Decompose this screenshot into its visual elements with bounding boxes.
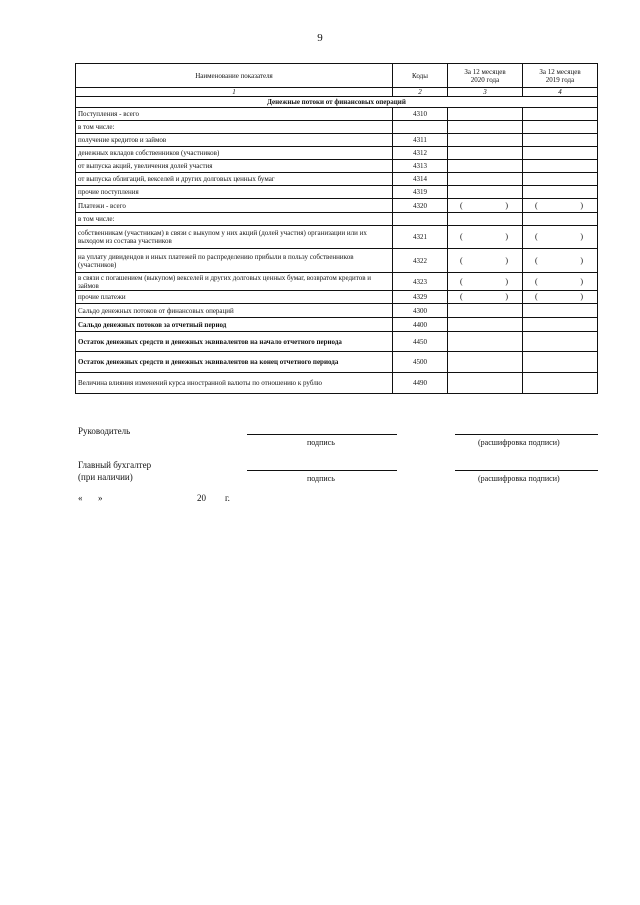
value-2020 bbox=[448, 147, 523, 160]
table-row bbox=[76, 160, 598, 173]
table-row bbox=[76, 199, 598, 213]
table-row bbox=[76, 373, 598, 394]
table-row bbox=[76, 226, 598, 249]
row-code: 4400 bbox=[393, 318, 448, 332]
row-code: 4323 bbox=[393, 273, 448, 291]
table-row bbox=[76, 147, 598, 160]
value-2020 bbox=[448, 373, 523, 394]
row-label: Остаток денежных средств и денежных эквивалентов на начало отчетного периода bbox=[76, 332, 393, 352]
header-period-2019: За 12 месяцев 2019 года bbox=[523, 64, 598, 88]
value-2020 bbox=[448, 352, 523, 373]
value-2020 bbox=[448, 186, 523, 199]
row-label: от выпуска акций, увеличения долей участия bbox=[76, 160, 393, 173]
row-label: прочие поступления bbox=[76, 186, 393, 199]
row-label: Платежи - всего bbox=[76, 199, 393, 213]
head-sign-caption: подпись bbox=[307, 438, 335, 447]
value-2019 bbox=[523, 108, 598, 121]
header-period-2020: За 12 месяцев 2020 года bbox=[448, 64, 523, 88]
row-code: 4312 bbox=[393, 147, 448, 160]
value-2019: ( ) bbox=[523, 226, 598, 249]
value-2019 bbox=[523, 332, 598, 352]
value-2019: ( ) bbox=[523, 291, 598, 304]
date-year: 20 bbox=[197, 493, 206, 503]
value-2019 bbox=[523, 213, 598, 226]
date-suffix: г. bbox=[225, 493, 230, 503]
value-2020 bbox=[448, 173, 523, 186]
row-label: получение кредитов и займов bbox=[76, 134, 393, 147]
table-row bbox=[76, 213, 598, 226]
row-label: в связи с погашением (выкупом) векселей и других долговых ценных бумаг, возвратом кредитов и займов bbox=[76, 273, 393, 291]
section-title: Денежные потоки от финансовых операций bbox=[76, 97, 598, 108]
accountant-decode-line[interactable] bbox=[455, 470, 598, 471]
value-2020: ( ) bbox=[448, 226, 523, 249]
table-row bbox=[76, 332, 598, 352]
value-2020 bbox=[448, 134, 523, 147]
col-num-1: 1 bbox=[76, 88, 393, 97]
row-code: 4319 bbox=[393, 186, 448, 199]
date-quote-close: » bbox=[98, 493, 103, 503]
row-code: 4300 bbox=[393, 304, 448, 318]
row-code: 4314 bbox=[393, 173, 448, 186]
header-name: Наименование показателя bbox=[76, 64, 393, 88]
row-label: в том числе: bbox=[76, 213, 393, 226]
value-2020 bbox=[448, 121, 523, 134]
row-label: Сальдо денежных потоков за отчетный период bbox=[76, 318, 393, 332]
column-number-row bbox=[76, 88, 598, 97]
value-2020 bbox=[448, 318, 523, 332]
row-code: 4490 bbox=[393, 373, 448, 394]
accountant-signature-line[interactable] bbox=[247, 470, 397, 471]
row-code: 4313 bbox=[393, 160, 448, 173]
value-2019: ( ) bbox=[523, 273, 598, 291]
table-row bbox=[76, 304, 598, 318]
row-label: в том числе: bbox=[76, 121, 393, 134]
row-code: 4329 bbox=[393, 291, 448, 304]
value-2019: ( ) bbox=[523, 199, 598, 213]
row-label: Поступления - всего bbox=[76, 108, 393, 121]
value-2020 bbox=[448, 332, 523, 352]
accountant-label: Главный бухгалтер bbox=[78, 460, 152, 470]
cash-flow-table bbox=[75, 63, 598, 394]
accountant-note: (при наличии) bbox=[78, 472, 133, 482]
head-decode-line[interactable] bbox=[455, 434, 598, 435]
value-2019 bbox=[523, 318, 598, 332]
table-row bbox=[76, 108, 598, 121]
value-2020: ( ) bbox=[448, 291, 523, 304]
row-code bbox=[393, 213, 448, 226]
head-label: Руководитель bbox=[78, 426, 131, 436]
accountant-sign-caption: подпись bbox=[307, 474, 335, 483]
row-label: собственникам (участникам) в связи с выкупом у них акций (долей участия) организации или их выходом из состава участников bbox=[76, 226, 393, 249]
page-number: 9 bbox=[317, 32, 323, 44]
table-row bbox=[76, 249, 598, 273]
row-code: 4321 bbox=[393, 226, 448, 249]
value-2020 bbox=[448, 108, 523, 121]
row-label: от выпуска облигаций, векселей и других долговых ценных бумаг bbox=[76, 173, 393, 186]
value-2020 bbox=[448, 304, 523, 318]
col-num-4: 4 bbox=[523, 88, 598, 97]
table-row bbox=[76, 352, 598, 373]
value-2019: ( ) bbox=[523, 249, 598, 273]
section-row bbox=[76, 97, 598, 108]
value-2020: ( ) bbox=[448, 249, 523, 273]
value-2019 bbox=[523, 304, 598, 318]
value-2020 bbox=[448, 213, 523, 226]
table-row bbox=[76, 273, 598, 291]
row-code: 4320 bbox=[393, 199, 448, 213]
value-2019 bbox=[523, 173, 598, 186]
table-row bbox=[76, 121, 598, 134]
row-label: Остаток денежных средств и денежных эквивалентов на конец отчетного периода bbox=[76, 352, 393, 373]
head-signature-line[interactable] bbox=[247, 434, 397, 435]
row-label: на уплату дивидендов и иных платежей по распределению прибыли в пользу собственников (участников) bbox=[76, 249, 393, 273]
table-row bbox=[76, 291, 598, 304]
value-2019 bbox=[523, 121, 598, 134]
header-codes: Коды bbox=[393, 64, 448, 88]
row-code: 4450 bbox=[393, 332, 448, 352]
row-code: 4322 bbox=[393, 249, 448, 273]
value-2019 bbox=[523, 134, 598, 147]
row-label: Величина влияния изменений курса иностранной валюты по отношению к рублю bbox=[76, 373, 393, 394]
row-code: 4311 bbox=[393, 134, 448, 147]
value-2019 bbox=[523, 160, 598, 173]
table-row bbox=[76, 173, 598, 186]
row-code: 4500 bbox=[393, 352, 448, 373]
value-2019 bbox=[523, 373, 598, 394]
value-2019 bbox=[523, 147, 598, 160]
row-code bbox=[393, 121, 448, 134]
col-num-3: 3 bbox=[448, 88, 523, 97]
table-row bbox=[76, 186, 598, 199]
value-2020: ( ) bbox=[448, 273, 523, 291]
row-code: 4310 bbox=[393, 108, 448, 121]
row-label: прочие платежи bbox=[76, 291, 393, 304]
value-2020 bbox=[448, 160, 523, 173]
value-2019 bbox=[523, 352, 598, 373]
value-2020: ( ) bbox=[448, 199, 523, 213]
table-row bbox=[76, 134, 598, 147]
row-label: Сальдо денежных потоков от финансовых операций bbox=[76, 304, 393, 318]
row-label: денежных вкладов собственников (участников) bbox=[76, 147, 393, 160]
table-row bbox=[76, 318, 598, 332]
date-quote-open: « bbox=[78, 493, 83, 503]
col-num-2: 2 bbox=[393, 88, 448, 97]
accountant-decode-caption: (расшифровка подписи) bbox=[478, 474, 560, 483]
head-decode-caption: (расшифровка подписи) bbox=[478, 438, 560, 447]
value-2019 bbox=[523, 186, 598, 199]
table-header-row bbox=[76, 64, 598, 88]
